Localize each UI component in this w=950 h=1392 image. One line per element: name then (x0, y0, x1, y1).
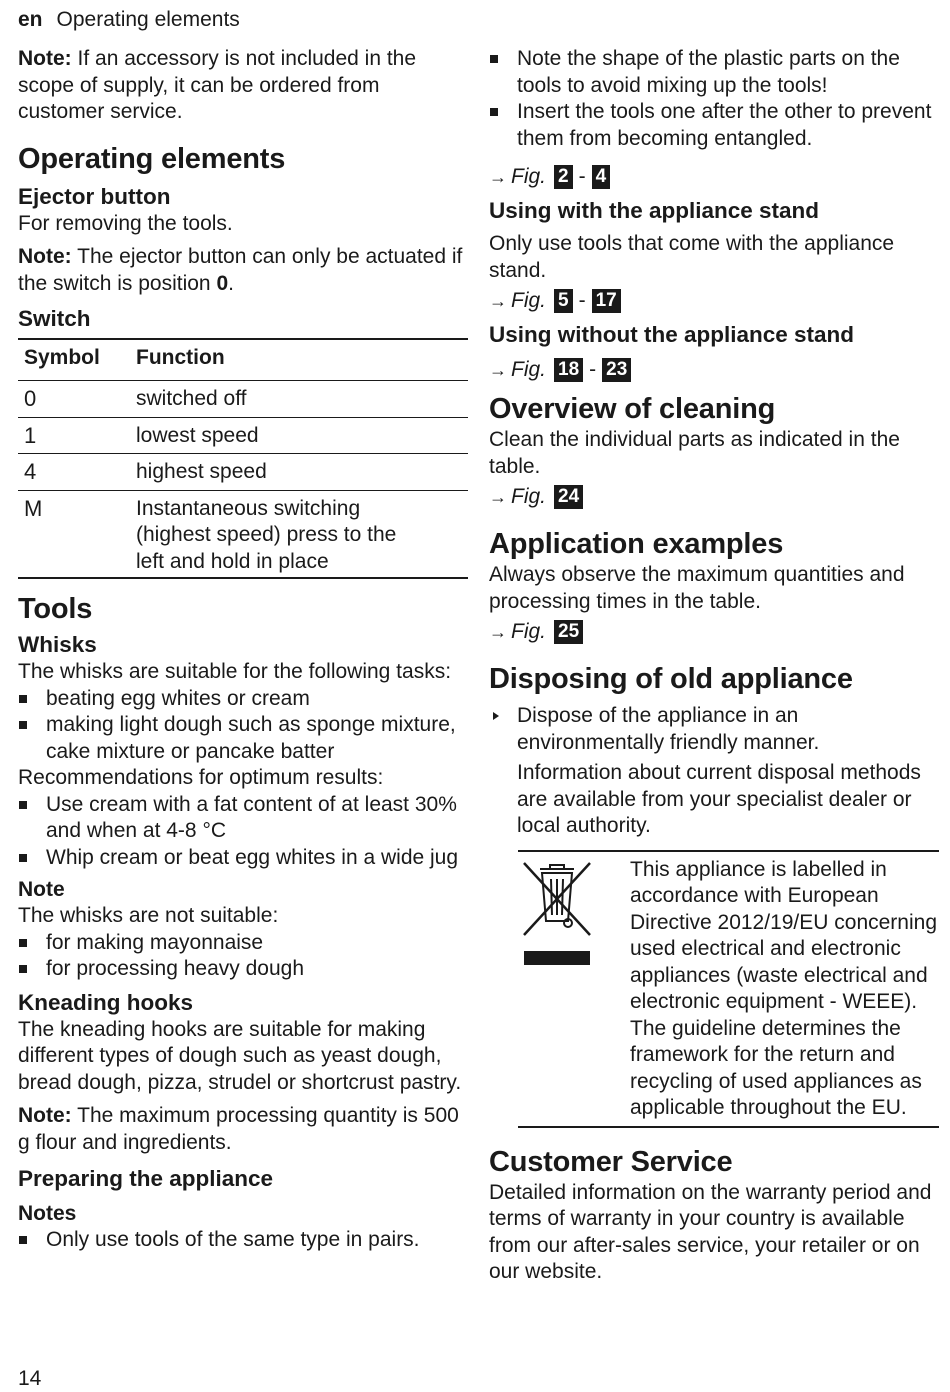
language-label: en (18, 8, 43, 31)
whisks-text: The whisks are suitable for the following tasks: (18, 660, 452, 683)
disposing-heading: Disposing of old appliance (489, 663, 853, 695)
page-number: 14 (18, 1367, 42, 1390)
table-row (18, 417, 468, 454)
arrow-right-icon: → (489, 291, 507, 311)
not-suitable-list (18, 930, 468, 983)
list-item: for making mayonnaise (18, 930, 468, 957)
table-row (18, 490, 468, 578)
list-item: Whip cream or beat egg whites in a wide jug (18, 845, 468, 872)
whisks-heading: Whisks (18, 632, 97, 657)
page-header (18, 8, 240, 32)
list-item: Use cream with a fat content of at least 30% and when at 4-8 °C (18, 792, 468, 845)
square-bullet-icon (19, 965, 27, 973)
function-cell: highest speed (130, 454, 468, 491)
ejector-text: For removing the tools. (18, 211, 233, 235)
square-bullet-icon (490, 55, 498, 63)
figure-reference: → Fig. 2 - 4 (489, 164, 939, 190)
kneading-hooks-text: The kneading hooks are suitable for making different types of dough such as yeast dough, bread dough, pizza, strudel or shortcrust pastry. (18, 1017, 462, 1094)
action-triangle-icon (493, 712, 499, 720)
arrow-right-icon: → (489, 487, 507, 507)
preparing-notes-list (18, 1227, 468, 1254)
with-stand-text: Only use tools that come with the appliance stand. (489, 232, 895, 282)
without-stand-heading: Using without the appliance stand (489, 322, 855, 347)
list-item: for processing heavy dough (18, 956, 468, 983)
customer-service-heading: Customer Service (489, 1145, 733, 1178)
weee-text: This appliance is labelled in accordance with European Directive 2012/19/EU concerning used electrical and electronic appliances (waste electrical and electronic equipment - WEEE). The guideline determines the framework for the return and recycling of used appliances as applicable throughout the EU. (630, 857, 938, 1119)
arrow-right-icon: → (489, 167, 507, 187)
symbol-cell: M (18, 490, 130, 578)
arrow-right-icon: → (489, 622, 507, 642)
function-cell: Instantaneous switching (highest speed) press to the left and hold in place (130, 490, 468, 578)
table-row (18, 454, 468, 491)
list-item: beating egg whites or cream (18, 686, 468, 713)
customer-service-text: Detailed information on the warranty period and terms of warranty in your country is available from our after-sales service, your retailer or on our website. (489, 1180, 932, 1283)
symbol-column-header: Symbol (18, 339, 130, 381)
symbol-cell: 1 (18, 417, 130, 454)
cleaning-text: Clean the individual parts as indicated in the table. (489, 428, 900, 478)
notes-heading: Notes (18, 1202, 77, 1225)
list-item: making light dough such as sponge mixture, cake mixture or pancake batter (18, 712, 468, 765)
weee-notice (518, 850, 939, 1128)
figure-reference: → Fig. 5 - 17 (489, 288, 939, 314)
square-bullet-icon (19, 721, 27, 729)
tools-heading: Tools (18, 593, 93, 625)
figure-reference: → Fig. 18 - 23 (489, 357, 939, 383)
recommendations-list (18, 792, 468, 872)
preparing-heading: Preparing the appliance (18, 1166, 274, 1191)
square-bullet-icon (19, 695, 27, 703)
kneading-hooks-heading: Kneading hooks (18, 989, 194, 1015)
function-cell: lowest speed (130, 417, 468, 454)
table-header-row (18, 339, 468, 381)
table-row (18, 381, 468, 418)
function-column-header: Function (130, 339, 468, 381)
recommendations-text: Recommendations for optimum results: (18, 766, 384, 789)
application-examples-text: Always observe the maximum quantities and processing times in the table. (489, 563, 905, 613)
whisks-note-text: The whisks are not suitable: (18, 904, 279, 927)
arrow-right-icon: → (489, 360, 507, 380)
square-bullet-icon (19, 801, 27, 809)
square-bullet-icon (19, 854, 27, 862)
list-item: Note the shape of the plastic parts on the tools to avoid mixing up the tools! (489, 46, 939, 99)
running-title: Operating elements (56, 8, 240, 31)
symbol-cell: 4 (18, 454, 130, 491)
application-examples-heading: Application examples (489, 528, 784, 560)
square-bullet-icon (490, 108, 498, 116)
right-column (489, 46, 939, 1286)
symbol-cell: 0 (18, 381, 130, 418)
crossed-out-bin-icon (518, 857, 630, 1122)
ejector-heading: Ejector button (18, 183, 171, 209)
cleaning-heading: Overview of cleaning (489, 393, 776, 425)
switch-table (18, 338, 468, 579)
operating-elements-heading: Operating elements (18, 142, 286, 175)
whisks-note-heading: Note (18, 878, 65, 901)
switch-heading: Switch (18, 306, 91, 331)
ejector-note: Note: The ejector button can only be actuated if the switch is position 0. (18, 245, 463, 295)
function-cell: switched off (130, 381, 468, 418)
list-item: Insert the tools one after the other to prevent them from becoming entangled. (489, 99, 939, 152)
disposal-action: Dispose of the appliance in an environmentally friendly manner. Information about current disposal methods are available from your specialist dealer or local authority. (489, 703, 939, 840)
list-item: Only use tools of the same type in pairs. (18, 1227, 468, 1254)
left-column (18, 46, 468, 1254)
preparing-notes-list-continued (489, 46, 939, 152)
accessory-note: Note: If an accessory is not included in the scope of supply, it can be ordered from customer service. (18, 47, 417, 123)
processing-note: Note: The maximum processing quantity is 500 g flour and ingredients. (18, 1104, 459, 1154)
square-bullet-icon (19, 939, 27, 947)
figure-reference: → Fig. 25 (489, 619, 939, 645)
figure-reference: → Fig. 24 (489, 484, 939, 510)
with-stand-heading: Using with the appliance stand (489, 198, 820, 223)
square-bullet-icon (19, 1236, 27, 1244)
whisks-list (18, 686, 468, 766)
